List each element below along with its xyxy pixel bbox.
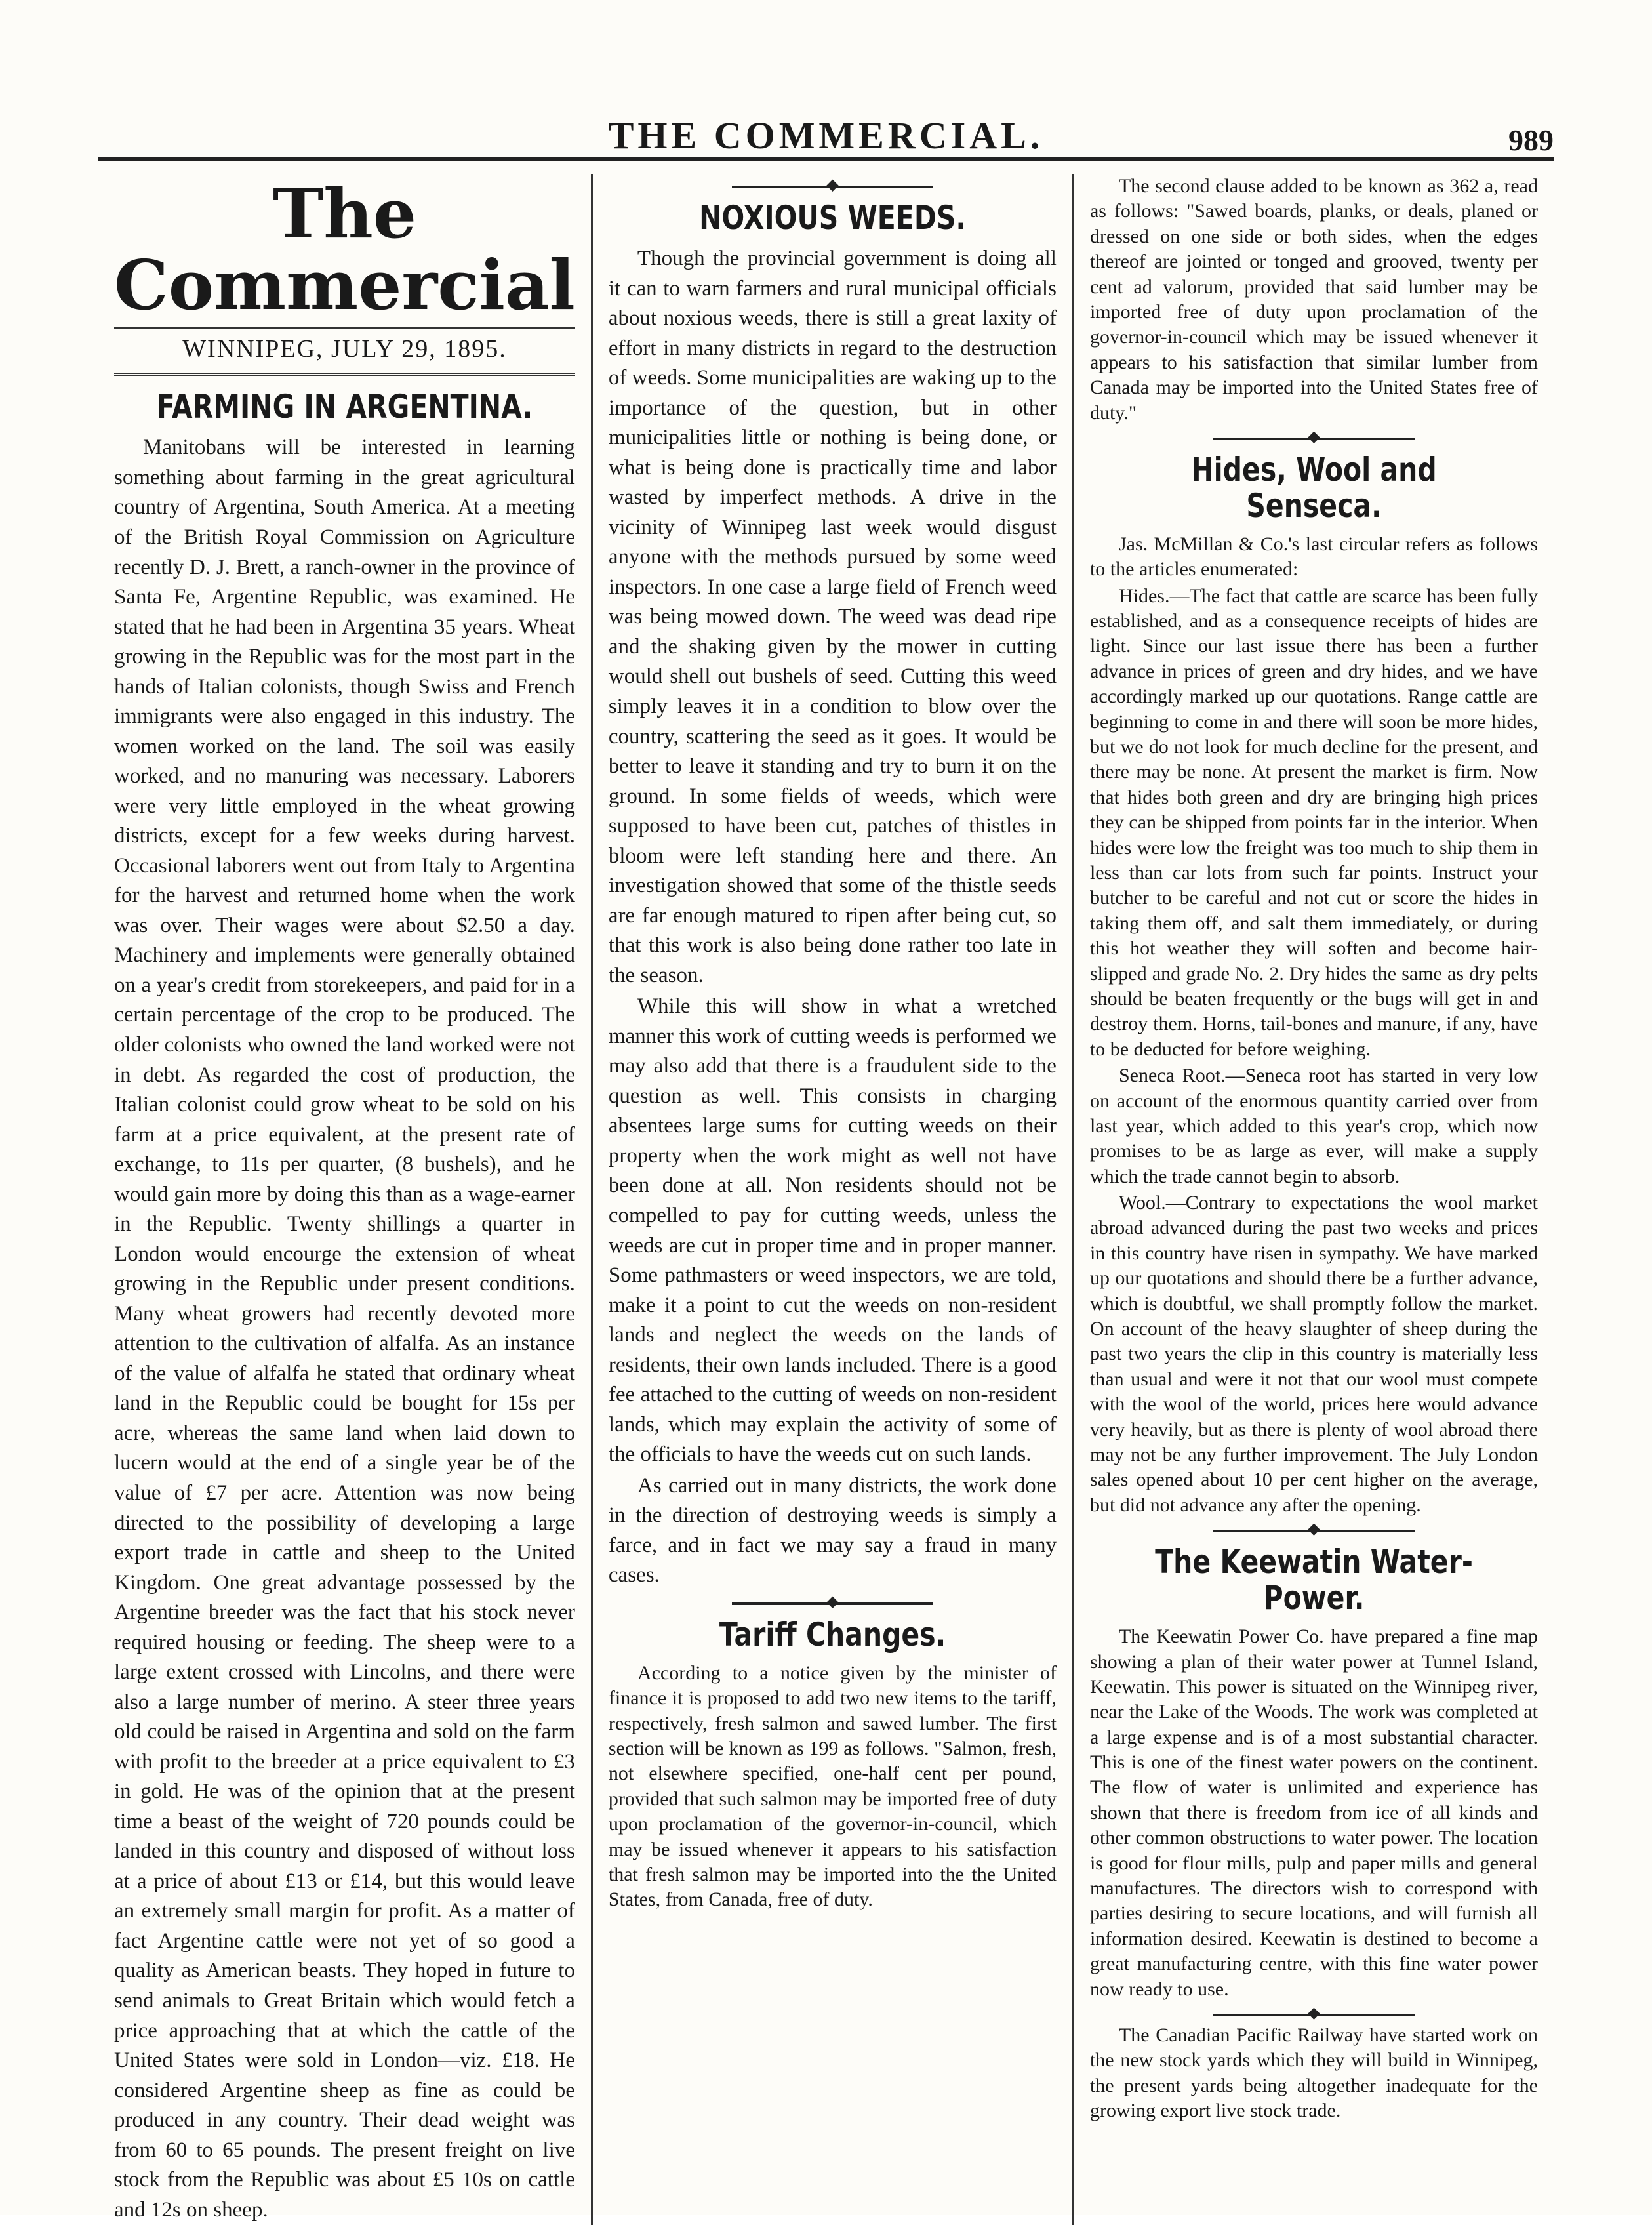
section-rule xyxy=(732,1602,933,1605)
page-number: 989 xyxy=(1508,123,1554,157)
article-paragraph: Though the provincial government is doing all it can to warn farmers and rural municipal officials about noxious weeds, there is still a great laxity of effort in many districts in regard to the destruction of weeds. Some municipalities are waking up to the importance of the question, but in other municipalities little or nothing is being done, or what is being done is practically time and labor wasted by imperfect methods. A drive in the vicinity of Winnipeg last week would disgust anyone with the methods pursued by some weed inspectors. In one case a large field of French weed was being mowed down. The weed was dead ripe and the shaking given by the mower in cutting would shell out bushels of seed. Cutting this weed simply leaves it in a condition to blow over the country, scattering the seed as it goes. It would be better to leave it standing and try to burn it on the ground. In some fields of weeds, which were supposed to have been cut, patches of thistles in bloom were left standing here and there. An investigation showed that some of the thistle seeds are far enough matured to ripen after being cut, so that this work is also being done rather too late in the season. xyxy=(608,247,1057,987)
dateline: WINNIPEG, JULY 29, 1895. xyxy=(114,327,575,376)
section-rule xyxy=(732,186,933,188)
article-paragraph: As carried out in many districts, the work done in the direction of destroying weeds is simply a farce, and in fact we may say a fraud in many cases. xyxy=(608,1473,1057,1587)
article-paragraph: Seneca Root.—Seneca root has started in very low on account of the enormous quantity carried over from last year, which added to this year's crop, which now promises to be as large as ever, will make a supply which the trade cannot begin to absorb. xyxy=(1089,1065,1538,1187)
column-3 xyxy=(1072,174,1554,2225)
article-title-noxious-weeds: NOXIOUS WEEDS. xyxy=(698,199,966,237)
column-2 xyxy=(591,174,1072,2225)
article-paragraph: While this will show in what a wretched manner this work of cutting weeds is performed we may also add that there is a fraudulent side to the question as well. This consists in charging absentees large sums for cutting weeds on their property when the work might as well not have been done at all. Non residents should not be compelled to pay for cutting weeds, unless the weeds are cut in proper time and in proper manner. Some pathmasters or weed inspectors, we are told, make it a point to cut the weeds on non-resident lands and neglect the weeds on the lands of residents, their own lands included. There is a good fee attached to the cutting of weeds on non-resident lands, which may explain the activity of some of the officials to have the weeds cut on such lands. xyxy=(608,994,1057,1467)
section-rule xyxy=(1213,2014,1415,2016)
article-paragraph: Manitobans will be interested in learning something about farming in the great agricultural country of Argentina, South America. At a meeting of the British Royal Commission on Agriculture recently D. J. Brett, a ranch-owner in the province of Santa Fe, Argentine Republic, was examined. He stated that he had been in Argentina 35 years. Wheat growing in the Republic was for the most part in the hands of Italian colonists, though Swiss and French immigrants were also engaged in this industry. The women worked on the land. The soil was easily worked, and no manuring was necessary. Laborers were very little employed in the wheat growing districts, except for a few weeks during harvest. Occasional laborers went out from Italy to Argentina for the harvest and returned home when the work was over. Their wages were about $2.50 a day. Machinery and implements were generally obtained on a year's credit from storekeepers, and paid for in a certain percentage of the crop to be produced. The older colonists who owned the land worked were not in debt. As regarded the cost of production, the Italian colonist could grow wheat to be sold on his farm at a price equivalent, at the present rate of exchange, to 11s per quarter, (8 bushels), and he would gain more by doing this than as a wage-earner in the Republic. Twenty shillings a quarter in London would encourge the extension of wheat growing in the Republic under present conditions. Many wheat growers had recently devoted more attention to the cultivation of alfalfa. As an instance of the value of alfalfa he stated that ordinary wheat land in the Republic could be bought for 15s per acre, whereas the same land when laid down to lucern would at the end of a single year be of the value of £7 per acre. Attention was now being directed to the possibility of developing a large export trade in cattle and sheep to the United Kingdom. One great advantage possessed by the Argentine breeder was the fact that his stock never required housing or feeding. The sheep were to a large extent crossed with Lincolns, and there were also a large number of merino. A steer three years old could be raised in Argentina and sold on the farm with profit to the breeder at a price equivalent to £3 in gold. He was of the opinion that at the present time a beast of the weight of 720 pounds could be landed in this country and disposed of without loss at a price of about £13 or £14, but this would leave an extremely small margin for profit. As a matter of fact Argentine cattle were not yet of so good a quality as American beasts. They hoped in future to send animals to Great Britain which would fetch a price approaching that at which the cattle of the United States were sold in London—viz. £18. He considered Argentine sheep as fine as could be produced in any country. Their dead weight was from 60 to 65 pounds. The present freight on live stock from the Republic was about £5 10s on cattle and 12s on sheep. xyxy=(114,436,575,2222)
article-title-hides-wool: Hides, Wool and Senseca. xyxy=(1191,450,1437,525)
running-head xyxy=(98,85,1554,161)
section-rule xyxy=(1213,1530,1415,1532)
paper-name: THE COMMERCIAL. xyxy=(608,114,1044,157)
article-paragraph: Wool.—Contrary to expectations the wool market abroad advanced during the past two weeks and prices in this country have risen in sympathy. We have marked up our quotations and should there be a further advance, which is doubtful, we shall promptly follow the market. On account of the heavy slaughter of sheep during the past two years the clip in this country is materially less than usual and were it not that our wool must compete with the wool of the world, prices here would advance very heavily, but as there is plenty of wool abroad there may not be any further improvement. The July London sales opened about 10 per cent higher on the average, but did not advance any after the opening. xyxy=(1089,1192,1538,1516)
article-paragraph: Jas. McMillan & Co.'s last circular refers as follows to the articles enumerated: xyxy=(1089,533,1538,581)
masthead-title: The Commercial xyxy=(114,173,575,326)
article-title-keewatin: The Keewatin Water-Power. xyxy=(1155,1543,1473,1618)
article-title-farming: FARMING IN ARGENTINA. xyxy=(156,388,533,426)
article-title-tariff-changes: Tariff Changes. xyxy=(719,1615,946,1654)
section-rule xyxy=(1213,438,1415,440)
article-paragraph: The second clause added to be known as 362 a, read as follows: "Sawed boards, planks, or deals, planed or dressed on one side or both sides, when the edges thereof are jointed or tonged and grooved, twenty per cent ad valorum, provided that said lumber may be imported free of duty upon proclamation of the governor-in-council which may be issued whenever it appears to his satisfaction that similar lumber from Canada may be imported into the United States free of duty." xyxy=(1089,175,1538,424)
columns xyxy=(98,173,1554,2222)
article-paragraph: The Canadian Pacific Railway have started work on the new stock yards which they will build in Winnipeg, the present yards being altogether inadequate for the growing export live stock trade. xyxy=(1089,2024,1538,2122)
column-1 xyxy=(98,174,591,2225)
article-paragraph: The Keewatin Power Co. have prepared a fine map showing a plan of their water power at Tunnel Island, Keewatin. This power is situated on the Winnipeg river, near the Lake of the Woods. The work was completed at a large expense and is of a most substantial character. This is one of the finest water powers on the continent. The flow of water is unlimited and experience has shown that there is freedom from ice of all kinds and other common obstructions to water power. The location is good for flour mills, pulp and paper mills and general manufactures. The directors wish to correspond with parties desiring to secure locations, and will furnish all information desired. Keewatin is destined to become a great manufacturing centre, with this fine water power now ready to use. xyxy=(1089,1625,1538,2000)
article-paragraph: According to a notice given by the minister of finance it is proposed to add two new items to the tariff, respectively, fresh salmon and sawed lumber. The first section will be known as 199 as follows. "Salmon, fresh, not elsewhere specified, one-half cent per pound, provided that such salmon may be imported free of duty upon proclamation of the governor-in-council, which may be issued whenever it appears to his satisfaction that fresh salmon may be imported into the the United States, from Canada, free of duty. xyxy=(608,1662,1057,1911)
article-paragraph: Hides.—The fact that cattle are scarce has been fully established, and as a consequence receipts of hides are light. Since our last issue there has been a further advance in prices of green and dry hides, and we have accordingly marked up our quotations. Range cattle are beginning to come in and there will soon be more hides, but we do not look for much decline for the present, and there may be none. At present the market is firm. Now that hides both green and dry are bringing high prices they can be shipped from points far in the interior. When hides were low the freight was too much to ship them in less than car lots from such far points. Instruct your butcher to be careful and not cut or score the hides in taking them off, and salt them immediately, or during this hot weather they will soften and become hair-slipped and grade No. 2. Dry hides the same as dry pelts should be beaten frequently or the bugs will get in and destroy them. Horns, tail-bones and manure, if any, have to be deducted for before weighing. xyxy=(1089,584,1538,1060)
